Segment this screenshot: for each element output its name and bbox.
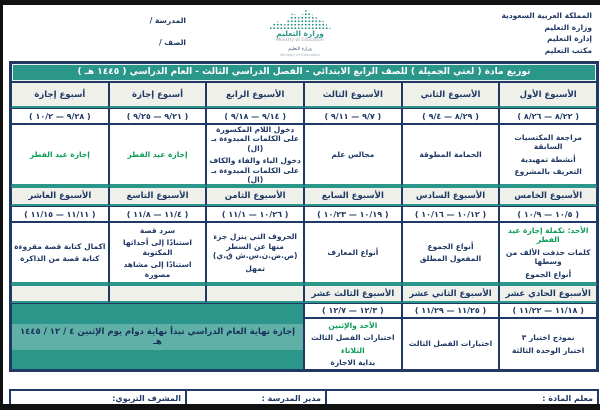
week-header: الأسبوع الرابع bbox=[206, 82, 304, 108]
week-topics bbox=[499, 318, 597, 370]
week-header: الأسبوع الثامن bbox=[206, 186, 304, 206]
week-topics bbox=[499, 222, 597, 284]
topic-line: اختبارات الفصل الثالث bbox=[408, 339, 493, 349]
weeks-blocks bbox=[11, 82, 597, 370]
week-topics bbox=[402, 222, 500, 284]
week-topics bbox=[304, 318, 402, 370]
scan-edge-left bbox=[0, 0, 3, 410]
moe-logo-wordmark-ar: وزارة التعليم bbox=[276, 29, 324, 38]
week-dates: ( ٩/٢١ — ٩/٢٥ ) bbox=[109, 108, 207, 124]
week-dates: ( ١١/١١ — ١١/١٥ ) bbox=[11, 206, 109, 222]
topic-line: سرد قصة bbox=[139, 225, 176, 235]
week-dates: ( ٩/٢٨ — ١٠/٢ ) bbox=[11, 108, 109, 124]
topic-line: استنادًا إلى مشاهد مصورة bbox=[123, 260, 192, 279]
year-end-holiday-cell bbox=[11, 303, 304, 370]
page-header bbox=[0, 5, 600, 61]
moe-logo-wordmark-en: Ministry of Education bbox=[276, 38, 324, 43]
week-header: الأسبوع العاشر bbox=[11, 186, 109, 206]
week-header: الأسبوع السابع bbox=[304, 186, 402, 206]
week-header: أسبوع إجازة bbox=[11, 82, 109, 108]
week-header: الأسبوع السادس bbox=[402, 186, 500, 206]
week-header: الأسبوع الثالث عشر bbox=[304, 284, 402, 303]
topic-line: تمهل bbox=[245, 263, 265, 273]
week-dates: ( ١٢/٣ — ١٢/٧ ) bbox=[304, 303, 402, 318]
topic-line: اكمال كتابة قصة مقروءة bbox=[14, 241, 106, 251]
empty-header-cell bbox=[206, 284, 304, 303]
educational-supervisor-label: المشرف التربوي: bbox=[112, 394, 181, 403]
holiday-note: الأحد: تكملة إجازة عيد الفطر bbox=[507, 225, 589, 245]
week-topics bbox=[11, 222, 109, 284]
week-topics bbox=[304, 222, 402, 284]
week-dates: ( ١١/٤ — ١١/٨ ) bbox=[109, 206, 207, 222]
topic-line: اختبارات الفصل الثالث bbox=[311, 333, 395, 342]
table-title: توزيع مادة ( لغتي الجميلة ) للصف الرابع الابتدائي - الفصل الدراسي الثالث - العام الدراسي ( ١٤٤٥ هـ ) bbox=[11, 63, 597, 82]
week-dates: ( ٨/٢٢ — ٨/٢٦ ) bbox=[499, 108, 597, 124]
topic-line: التعريف بالمشروع bbox=[514, 167, 582, 176]
ministry-line: مكتب التعليم bbox=[544, 45, 592, 55]
week-dates: ( ١٠/١٩ — ١٠/٢٣ ) bbox=[304, 206, 402, 222]
topic-line: الحمامة المطوقة bbox=[419, 149, 482, 159]
school-principal-label: مدير المدرسة : bbox=[185, 391, 325, 406]
week-dates: ( ١٠/١٢ — ١٠/١٦ ) bbox=[402, 206, 500, 222]
week-dates: ( ٨/٢٩ — ٩/٤ ) bbox=[402, 108, 500, 124]
week-dates: ( ٩/١٤ — ٩/١٨ ) bbox=[206, 108, 304, 124]
school-field-label: المدرسة / bbox=[149, 16, 186, 25]
scan-edge-bottom bbox=[0, 404, 600, 410]
week-header: الأسبوع الحادي عشر bbox=[499, 284, 597, 303]
week-dates: ( ١٠/٥ — ١٠/٩ ) bbox=[499, 206, 597, 222]
week-dates: ( ١١/٢٥ — ١١/٢٩ ) bbox=[402, 303, 500, 318]
topic-line: دخول اللام المكسورة على الكلمات المبدوءة بـ (ال) bbox=[211, 124, 300, 153]
ministry-line: إدارة التعليم bbox=[546, 34, 592, 43]
moe-logo-icon bbox=[269, 9, 331, 29]
week-header: الأسبوع الخامس bbox=[499, 186, 597, 206]
topic-line: نموذج اختبار ٣ bbox=[521, 333, 575, 342]
year-end-note: إجازة نهاية العام الدراسي تبدأ نهاية دوام يوم الإثنين ٤ / ١٢ / ١٤٤٥ هـ bbox=[12, 324, 303, 350]
week-topics bbox=[109, 124, 207, 186]
moe-logo-secondary-en: Ministry of Education bbox=[279, 52, 321, 57]
class-field-label: الصف / bbox=[158, 38, 186, 47]
holiday-note: الأحد والإثنين bbox=[328, 320, 378, 330]
holiday-note: الثلاثاء bbox=[341, 345, 365, 355]
moe-logo bbox=[235, 9, 365, 57]
week-topics bbox=[11, 124, 109, 186]
topic-line: بداية الاجازة bbox=[330, 358, 376, 367]
moe-logo-secondary-ar: وزارة التعليم bbox=[288, 47, 312, 52]
week-topics bbox=[402, 318, 500, 370]
week-topics bbox=[499, 124, 597, 186]
empty-header-cell bbox=[11, 284, 109, 303]
ministry-header-text bbox=[501, 10, 592, 56]
week-topics bbox=[206, 222, 304, 284]
topic-line: المفعول المطلق bbox=[419, 254, 482, 263]
topic-line: مراجعة المكتسبات السابقة bbox=[514, 132, 582, 151]
week-topics bbox=[206, 124, 304, 186]
topic-line: اختبار الوحدة الثالثة bbox=[511, 345, 585, 355]
topic-line: أنواع الجموع bbox=[525, 269, 572, 279]
weeks-block-1 bbox=[11, 82, 597, 186]
topic-line: أنواع المعارف bbox=[327, 247, 379, 257]
topic-line: الحروف التي ينزل جزء منها عن السطر (ص.ض.ن.س.ش ق.ي) bbox=[212, 232, 298, 260]
topic-line: كلمات حذفت الألف من وسطها bbox=[505, 247, 591, 267]
week-topics bbox=[304, 124, 402, 186]
weeks-block-3 bbox=[11, 284, 597, 370]
week-topics bbox=[402, 124, 500, 186]
week-header: الأسبوع الثاني bbox=[402, 82, 500, 108]
topic-line: كتابة قصة من الذاكرة bbox=[20, 254, 100, 263]
weeks-block-2 bbox=[11, 186, 597, 284]
holiday-note: إجازة عيد الفطر bbox=[127, 149, 188, 159]
week-header: أسبوع إجازة bbox=[109, 82, 207, 108]
week-topics bbox=[109, 222, 207, 284]
week-header: الأسبوع الأول bbox=[499, 82, 597, 108]
week-dates: ( ١٠/٢٦ — ١١/١ ) bbox=[206, 206, 304, 222]
distribution-table bbox=[9, 61, 599, 372]
subject-teacher-label: معلم المادة : bbox=[325, 391, 597, 406]
topic-line: دخول الباء والفاء والكاف على الكلمات المبدوءة بـ (ال) bbox=[209, 156, 301, 184]
week-header: الأسبوع التاسع bbox=[109, 186, 207, 206]
week-header: الأسبوع الثالث bbox=[304, 82, 402, 108]
ministry-line: وزارة التعليم bbox=[544, 22, 592, 32]
week-dates: ( ٩/٧ — ٩/١١ ) bbox=[304, 108, 402, 124]
topic-line: مجالس علم bbox=[331, 149, 375, 159]
holiday-note: إجازة عيد الفطر bbox=[29, 149, 90, 159]
topic-line: استنادًا إلى أحداثها المكتوبة bbox=[123, 238, 192, 257]
ministry-line: المملكة العربية السعودية bbox=[501, 11, 592, 20]
topic-line: أنواع الجموع bbox=[427, 241, 474, 251]
school-fields bbox=[96, 16, 186, 60]
topic-line: أنشطة تمهيدية bbox=[520, 154, 576, 164]
week-dates: ( ١١/١٨ — ١١/٢٢ ) bbox=[499, 303, 597, 318]
empty-header-cell bbox=[109, 284, 207, 303]
week-header: الأسبوع الثاني عشر bbox=[402, 284, 500, 303]
